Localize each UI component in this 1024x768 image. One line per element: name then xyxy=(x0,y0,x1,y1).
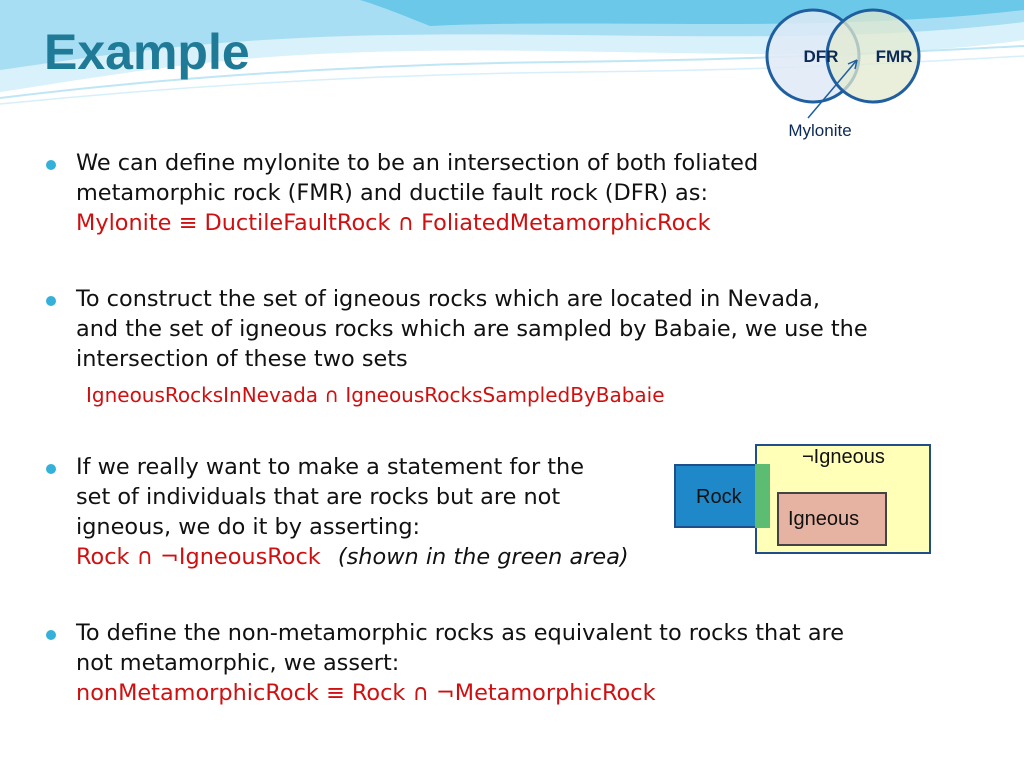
bullet-text-line: metamorphic rock (FMR) and ductile fault rock (DFR) as: xyxy=(76,180,708,206)
igneous-nevada-formula: IgneousRocksInNevada ∩ IgneousRocksSampledByBabaie xyxy=(86,383,665,407)
not-igneous-label: ¬Igneous xyxy=(802,446,885,468)
non-metamorphic-formula: nonMetamorphicRock ≡ Rock ∩ ¬MetamorphicRock xyxy=(76,680,656,706)
bullet-text-line: and the set of igneous rocks which are sampled by Babaie, we use the xyxy=(76,316,868,342)
page-title: Example xyxy=(44,24,250,80)
rock-label: Rock xyxy=(696,486,742,508)
bullet-text-line: If we really want to make a statement for the xyxy=(76,454,585,480)
bullet-text-line: intersection of these two sets xyxy=(76,346,408,372)
mylonite-formula: Mylonite ≡ DuctileFaultRock ∩ FoliatedMetamorphicRock xyxy=(76,210,711,236)
rock-not-igneous-intersection xyxy=(755,464,770,528)
bullet-dot xyxy=(46,464,56,474)
rock-not-igneous-formula: Rock ∩ ¬IgneousRock xyxy=(76,544,321,570)
bullet-dot xyxy=(46,160,56,170)
bullet-dot xyxy=(46,630,56,640)
rock-igneous-diagram xyxy=(672,440,934,560)
bullet-text-line: igneous, we do it by asserting: xyxy=(76,514,421,540)
bullet-text-line: set of individuals that are rocks but are not xyxy=(76,484,561,510)
bullet-text-line: To construct the set of igneous rocks which are located in Nevada, xyxy=(76,286,820,312)
bullet-text-line: To define the non-metamorphic rocks as equivalent to rocks that are xyxy=(76,620,845,646)
fmr-label: FMR xyxy=(875,47,913,66)
bullet-dot xyxy=(46,296,56,306)
mylonite-label: Mylonite xyxy=(788,121,852,140)
bullet-text-line: not metamorphic, we assert: xyxy=(76,650,400,676)
bullet-text-line: We can define mylonite to be an intersection of both foliated xyxy=(76,150,759,176)
igneous-label: Igneous xyxy=(788,508,860,530)
green-area-note: (shown in the green area) xyxy=(337,544,629,570)
dfr-label: DFR xyxy=(803,47,839,66)
mylonite-venn-diagram xyxy=(760,0,930,145)
